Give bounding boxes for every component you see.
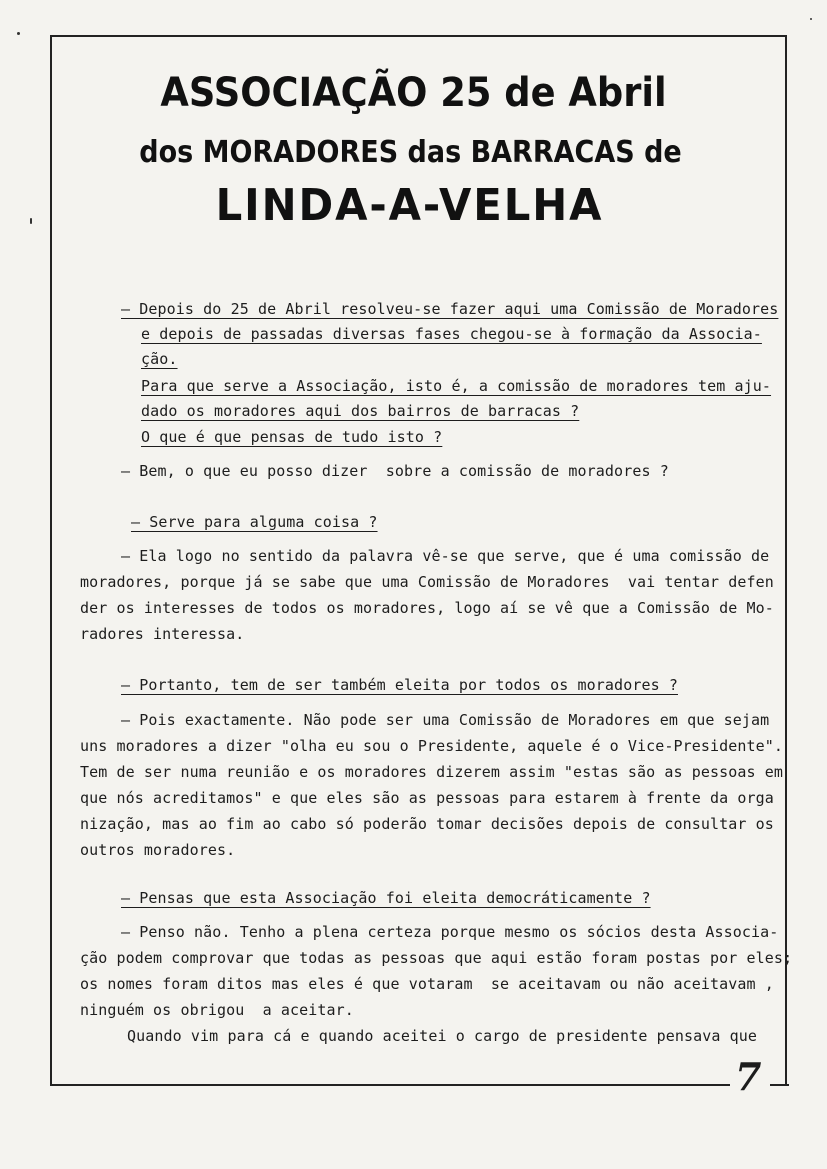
question-line: ção.: [141, 350, 178, 368]
bottom-rule: [50, 1084, 730, 1086]
answer-line: outros moradores.: [80, 841, 236, 859]
answer-line: nização, mas ao fim ao cabo só poderão tomar decisões depois de consultar os: [80, 815, 774, 833]
question-line: O que é que pensas de tudo isto ?: [141, 428, 443, 446]
paper-speck: [17, 32, 20, 35]
question-line: – Depois do 25 de Abril resolveu-se fazer aqui uma Comissão de Moradores: [121, 300, 779, 318]
page-number: 7: [731, 1058, 765, 1096]
answer-line: uns moradores a dizer "olha eu sou o Presidente, aquele é o Vice-Presidente".: [80, 737, 784, 755]
answer-line: que nós acreditamos" e que eles são as pessoas para estarem à frente da orga: [80, 789, 774, 807]
question-line: – Serve para alguma coisa ?: [131, 513, 378, 531]
answer-line: os nomes foram ditos mas eles é que votaram se aceitavam ou não aceitavam ,: [80, 975, 774, 993]
paper-speck: [810, 18, 812, 20]
question-line: – Portanto, tem de ser também eleita por todos os moradores ?: [121, 676, 678, 694]
question-line: dado os moradores aqui dos bairros de barracas ?: [141, 402, 580, 420]
answer-line: – Penso não. Tenho a plena certeza porque mesmo os sócios desta Associa-: [121, 923, 779, 941]
answer-line: Quando vim para cá e quando aceitei o cargo de presidente pensava que: [127, 1027, 758, 1045]
title-line-3: LINDA-A-VELHA: [215, 180, 604, 231]
question-line: Para que serve a Associação, isto é, a comissão de moradores tem aju-: [141, 377, 772, 395]
answer-line: moradores, porque já se sabe que uma Comissão de Moradores vai tentar defen: [80, 573, 774, 591]
title-line-2: dos MORADORES das BARRACAS de: [139, 135, 682, 170]
answer-line: – Pois exactamente. Não pode ser uma Comissão de Moradores em que sejam: [121, 711, 770, 729]
answer-line: ção podem comprovar que todas as pessoas que aqui estão foram postas por eles;: [80, 949, 793, 967]
answer-line: Tem de ser numa reunião e os moradores dizerem assim "estas são as pessoas em: [80, 763, 784, 781]
question-line: – Pensas que esta Associação foi eleita democráticamente ?: [121, 889, 651, 907]
question-line: e depois de passadas diversas fases chegou-se à formação da Associa-: [141, 325, 762, 343]
bottom-rule-right: [770, 1084, 789, 1086]
answer-line: der os interesses de todos os moradores, logo aí se vê que a Comissão de Mo-: [80, 599, 774, 617]
answer-line: ninguém os obrigou a aceitar.: [80, 1001, 354, 1019]
answer-line: radores interessa.: [80, 625, 245, 643]
title-line-1: ASSOCIAÇÃO 25 de Abril: [160, 70, 667, 116]
answer-line: – Ela logo no sentido da palavra vê-se que serve, que é uma comissão de: [121, 547, 770, 565]
answer-line: – Bem, o que eu posso dizer sobre a comissão de moradores ?: [121, 462, 669, 480]
